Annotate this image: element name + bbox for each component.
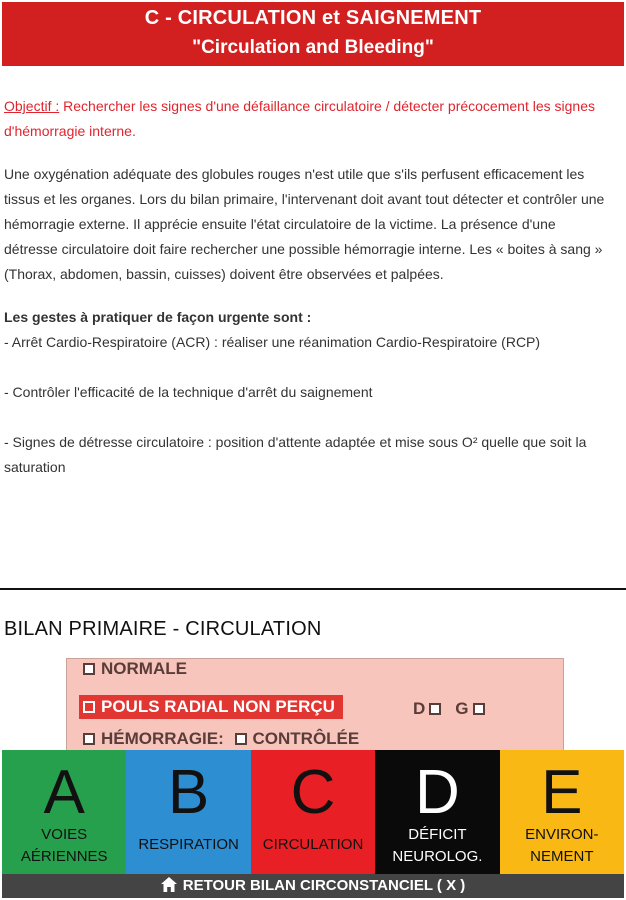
- home-icon: [161, 877, 177, 892]
- abcde-nav: [2, 750, 624, 874]
- tab-letter: D: [415, 758, 460, 827]
- tab-letter: A: [43, 758, 85, 827]
- checkbox-icon: [83, 663, 95, 675]
- tab-deficit-neurologique[interactable]: [375, 750, 499, 874]
- urgent-item-acr: - Arrêt Cardio-Respiratoire (ACR) : réaliser une réanimation Cardio-Respiratoire (RCP): [4, 334, 541, 350]
- option-controlee-label: CONTRÔLÉE: [252, 729, 360, 748]
- page-subtitle: "Circulation and Bleeding": [192, 37, 434, 58]
- option-pouls-radial[interactable]: [79, 695, 343, 719]
- objective-body: Rechercher les signes d'une défaillance circulatoire / détecter précocement les signes d'hémorragie interne.: [4, 98, 595, 139]
- urgent-item-saignement: - Contrôler l'efficacité de la technique d'arrêt du saignement: [4, 384, 373, 400]
- option-pouls-label: POULS RADIAL NON PERÇU: [101, 697, 335, 716]
- tab-environnement[interactable]: [500, 750, 624, 874]
- checkbox-icon: [83, 701, 95, 713]
- checkbox-icon: [83, 733, 95, 745]
- option-normale[interactable]: [83, 659, 187, 679]
- tab-label: RESPIRATION: [138, 836, 239, 853]
- option-hemorragie-label: HÉMORRAGIE:: [101, 729, 224, 748]
- retour-bilan-button[interactable]: [2, 874, 624, 898]
- intro-paragraph: Une oxygénation adéquate des globules rouges n'est utile que s'ils perfusent efficacement les tissus et les organes. Lors du bilan primaire, l'intervenant doit avant tout détecter et contrôler une hémorragie externe. Il apprécie ensuite l'état circulatoire de la victime. La présence d'une détresse circulatoire doit faire rechercher une possible hémorragie interne. Les « boites à sang » (Thorax, abdomen, bassin, cuisses) doivent être observées et palpées.: [4, 166, 605, 282]
- tab-letter: E: [541, 758, 583, 827]
- main-content: [4, 94, 610, 480]
- tab-voies-aeriennes[interactable]: [2, 750, 126, 874]
- checkbox-icon: [473, 703, 485, 715]
- tab-label: VOIES AÉRIENNES: [20, 826, 108, 865]
- tab-circulation[interactable]: [251, 750, 375, 874]
- retour-bilan-label: RETOUR BILAN CIRCONSTANCIEL ( X ): [182, 877, 466, 894]
- side-g-label: G: [455, 699, 469, 718]
- side-selector[interactable]: [413, 699, 499, 719]
- option-normale-label: NORMALE: [101, 659, 187, 678]
- page-title: C - CIRCULATION et SAIGNEMENT: [144, 7, 482, 29]
- checkbox-icon: [235, 733, 247, 745]
- tab-label: DÉFICIT NEUROLOG.: [392, 826, 483, 865]
- objective-text: [4, 94, 610, 144]
- option-hemorragie[interactable]: [83, 729, 359, 749]
- urgent-item-detresse: - Signes de détresse circulatoire : position d'attente adaptée et mise sous O² quelle que soit la saturation: [4, 434, 587, 475]
- page-header: [2, 2, 624, 66]
- tab-letter: C: [290, 758, 336, 827]
- tab-letter: B: [167, 758, 210, 827]
- tab-label: CIRCULATION: [262, 836, 364, 853]
- tab-label: ENVIRON- NEMENT: [525, 826, 599, 865]
- objective-label: Objectif :: [4, 98, 60, 114]
- bilan-form-image: [66, 658, 564, 752]
- tab-respiration[interactable]: [126, 750, 250, 874]
- urgent-heading: Les gestes à pratiquer de façon urgente sont :: [4, 309, 312, 325]
- bilan-title: BILAN PRIMAIRE - CIRCULATION: [4, 618, 322, 640]
- side-d-label: D: [413, 699, 426, 718]
- checkbox-icon: [429, 703, 441, 715]
- section-divider: [0, 588, 626, 590]
